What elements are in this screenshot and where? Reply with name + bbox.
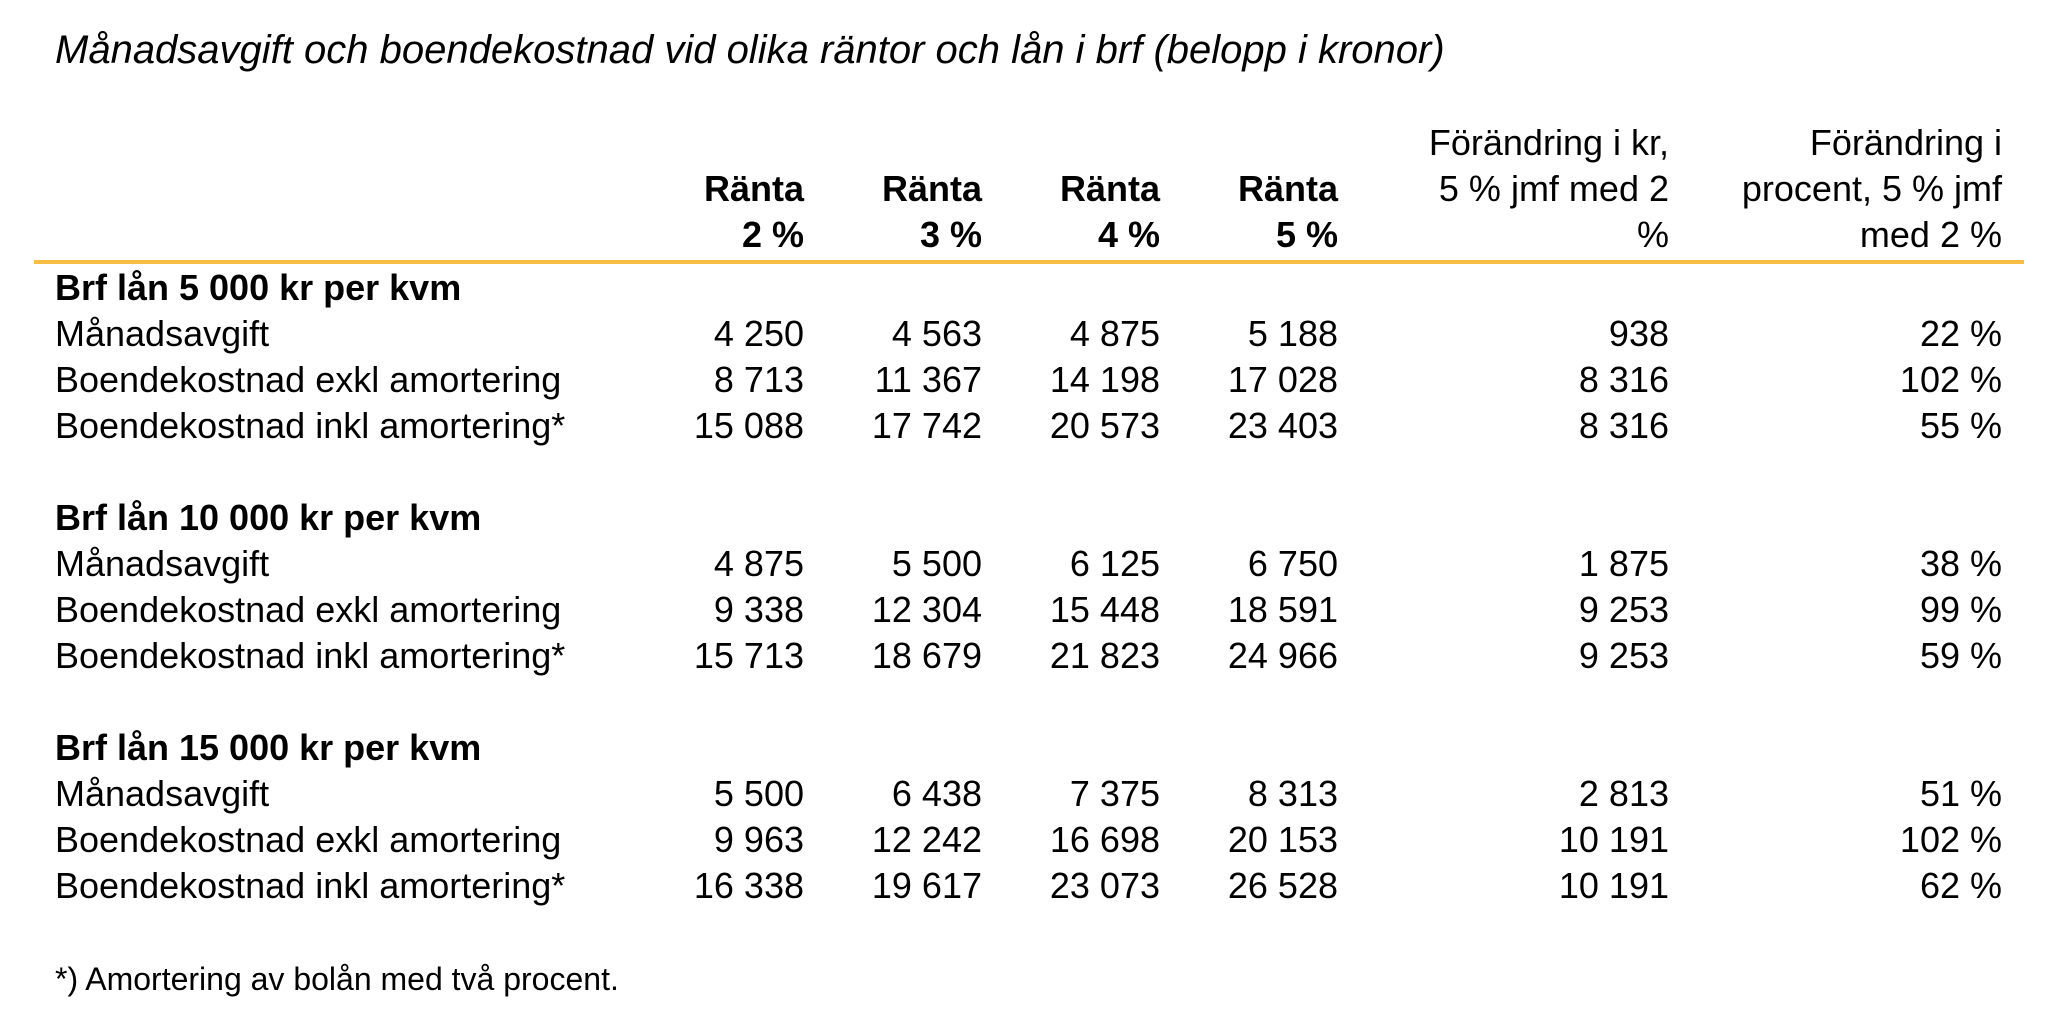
value-rate-4: 15 448 xyxy=(1049,589,1160,630)
value-rate-2: 9 338 xyxy=(713,589,804,630)
value-change-kr: 8 316 xyxy=(1578,405,1669,446)
header-change-kr xyxy=(1369,118,1669,258)
value-rate-2: 4 875 xyxy=(713,543,804,584)
header-line: Ränta xyxy=(703,168,804,209)
value-rate-3: 6 438 xyxy=(891,773,982,814)
section-heading: Brf lån 15 000 kr per kvm xyxy=(55,727,482,768)
header-line: % xyxy=(1636,214,1669,255)
section-heading: Brf lån 10 000 kr per kvm xyxy=(55,497,482,538)
value-rate-5: 18 591 xyxy=(1227,589,1338,630)
value-rate-4: 23 073 xyxy=(1049,865,1160,906)
value-change-percent: 59 % xyxy=(1919,635,2002,676)
value-change-kr: 9 253 xyxy=(1578,635,1669,676)
value-rate-2: 15 088 xyxy=(693,405,804,446)
section-heading: Brf lån 5 000 kr per kvm xyxy=(55,267,462,308)
row-label: Boendekostnad inkl amortering* xyxy=(55,405,566,446)
value-rate-3: 5 500 xyxy=(891,543,982,584)
row-label: Månadsavgift xyxy=(55,543,270,584)
header-line: 5 % jmf med 2 xyxy=(1438,168,1669,209)
value-rate-5: 8 313 xyxy=(1247,773,1338,814)
value-change-percent: 102 % xyxy=(1899,819,2002,860)
header-line: Ränta xyxy=(1059,168,1160,209)
value-rate-2: 4 250 xyxy=(713,313,804,354)
header-change-percent xyxy=(1662,118,2002,258)
value-rate-2: 16 338 xyxy=(693,865,804,906)
value-rate-3: 12 304 xyxy=(871,589,982,630)
value-rate-4: 16 698 xyxy=(1049,819,1160,860)
header-divider xyxy=(34,260,2024,264)
row-label: Boendekostnad inkl amortering* xyxy=(55,865,566,906)
footnote: *) Amortering av bolån med två procent. xyxy=(55,961,619,997)
value-change-percent: 51 % xyxy=(1919,773,2002,814)
value-rate-3: 19 617 xyxy=(871,865,982,906)
page-title: Månadsavgift och boendekostnad vid olika räntor och lån i brf (belopp i kronor) xyxy=(55,28,1445,72)
value-rate-3: 4 563 xyxy=(891,313,982,354)
value-rate-4: 7 375 xyxy=(1069,773,1160,814)
value-rate-5: 5 188 xyxy=(1247,313,1338,354)
value-rate-5: 26 528 xyxy=(1227,865,1338,906)
value-change-percent: 102 % xyxy=(1899,359,2002,400)
header-rate-4 xyxy=(990,118,1160,258)
value-change-percent: 22 % xyxy=(1919,313,2002,354)
value-rate-4: 4 875 xyxy=(1069,313,1160,354)
value-rate-4: 14 198 xyxy=(1049,359,1160,400)
row-label: Månadsavgift xyxy=(55,313,270,354)
header-line: Förändring i kr, xyxy=(1428,122,1669,163)
header-line: Förändring i xyxy=(1809,122,2002,163)
header-rate-3 xyxy=(812,118,982,258)
value-rate-5: 24 966 xyxy=(1227,635,1338,676)
value-rate-4: 21 823 xyxy=(1049,635,1160,676)
row-label: Boendekostnad exkl amortering xyxy=(55,359,562,400)
header-line: Ränta xyxy=(881,168,982,209)
row-label: Månadsavgift xyxy=(55,773,270,814)
row-label: Boendekostnad exkl amortering xyxy=(55,589,562,630)
value-change-percent: 55 % xyxy=(1919,405,2002,446)
value-rate-5: 6 750 xyxy=(1247,543,1338,584)
header-rate-2 xyxy=(634,118,804,258)
row-label: Boendekostnad exkl amortering xyxy=(55,819,562,860)
value-change-kr: 9 253 xyxy=(1578,589,1669,630)
value-rate-5: 17 028 xyxy=(1227,359,1338,400)
value-change-kr: 938 xyxy=(1608,313,1669,354)
row-label: Boendekostnad inkl amortering* xyxy=(55,635,566,676)
header-line: procent, 5 % jmf xyxy=(1741,168,2002,209)
value-rate-4: 20 573 xyxy=(1049,405,1160,446)
value-rate-2: 8 713 xyxy=(713,359,804,400)
header-line: 5 % xyxy=(1275,214,1338,255)
value-change-kr: 10 191 xyxy=(1558,865,1669,906)
value-rate-5: 23 403 xyxy=(1227,405,1338,446)
header-line: 4 % xyxy=(1097,214,1160,255)
header-line: med 2 % xyxy=(1859,214,2002,255)
value-rate-2: 9 963 xyxy=(713,819,804,860)
value-change-percent: 38 % xyxy=(1919,543,2002,584)
value-change-kr: 8 316 xyxy=(1578,359,1669,400)
value-rate-3: 11 367 xyxy=(874,359,982,400)
value-rate-2: 5 500 xyxy=(713,773,804,814)
value-rate-3: 17 742 xyxy=(871,405,982,446)
value-rate-3: 12 242 xyxy=(871,819,982,860)
value-change-kr: 10 191 xyxy=(1558,819,1669,860)
header-line: 2 % xyxy=(741,214,804,255)
value-change-kr: 2 813 xyxy=(1578,773,1669,814)
value-rate-4: 6 125 xyxy=(1069,543,1160,584)
value-rate-5: 20 153 xyxy=(1227,819,1338,860)
header-rate-5 xyxy=(1168,118,1338,258)
value-rate-2: 15 713 xyxy=(693,635,804,676)
header-line: 3 % xyxy=(919,214,982,255)
value-change-kr: 1 875 xyxy=(1578,543,1669,584)
value-rate-3: 18 679 xyxy=(871,635,982,676)
value-change-percent: 99 % xyxy=(1919,589,2002,630)
header-line: Ränta xyxy=(1237,168,1338,209)
value-change-percent: 62 % xyxy=(1919,865,2002,906)
